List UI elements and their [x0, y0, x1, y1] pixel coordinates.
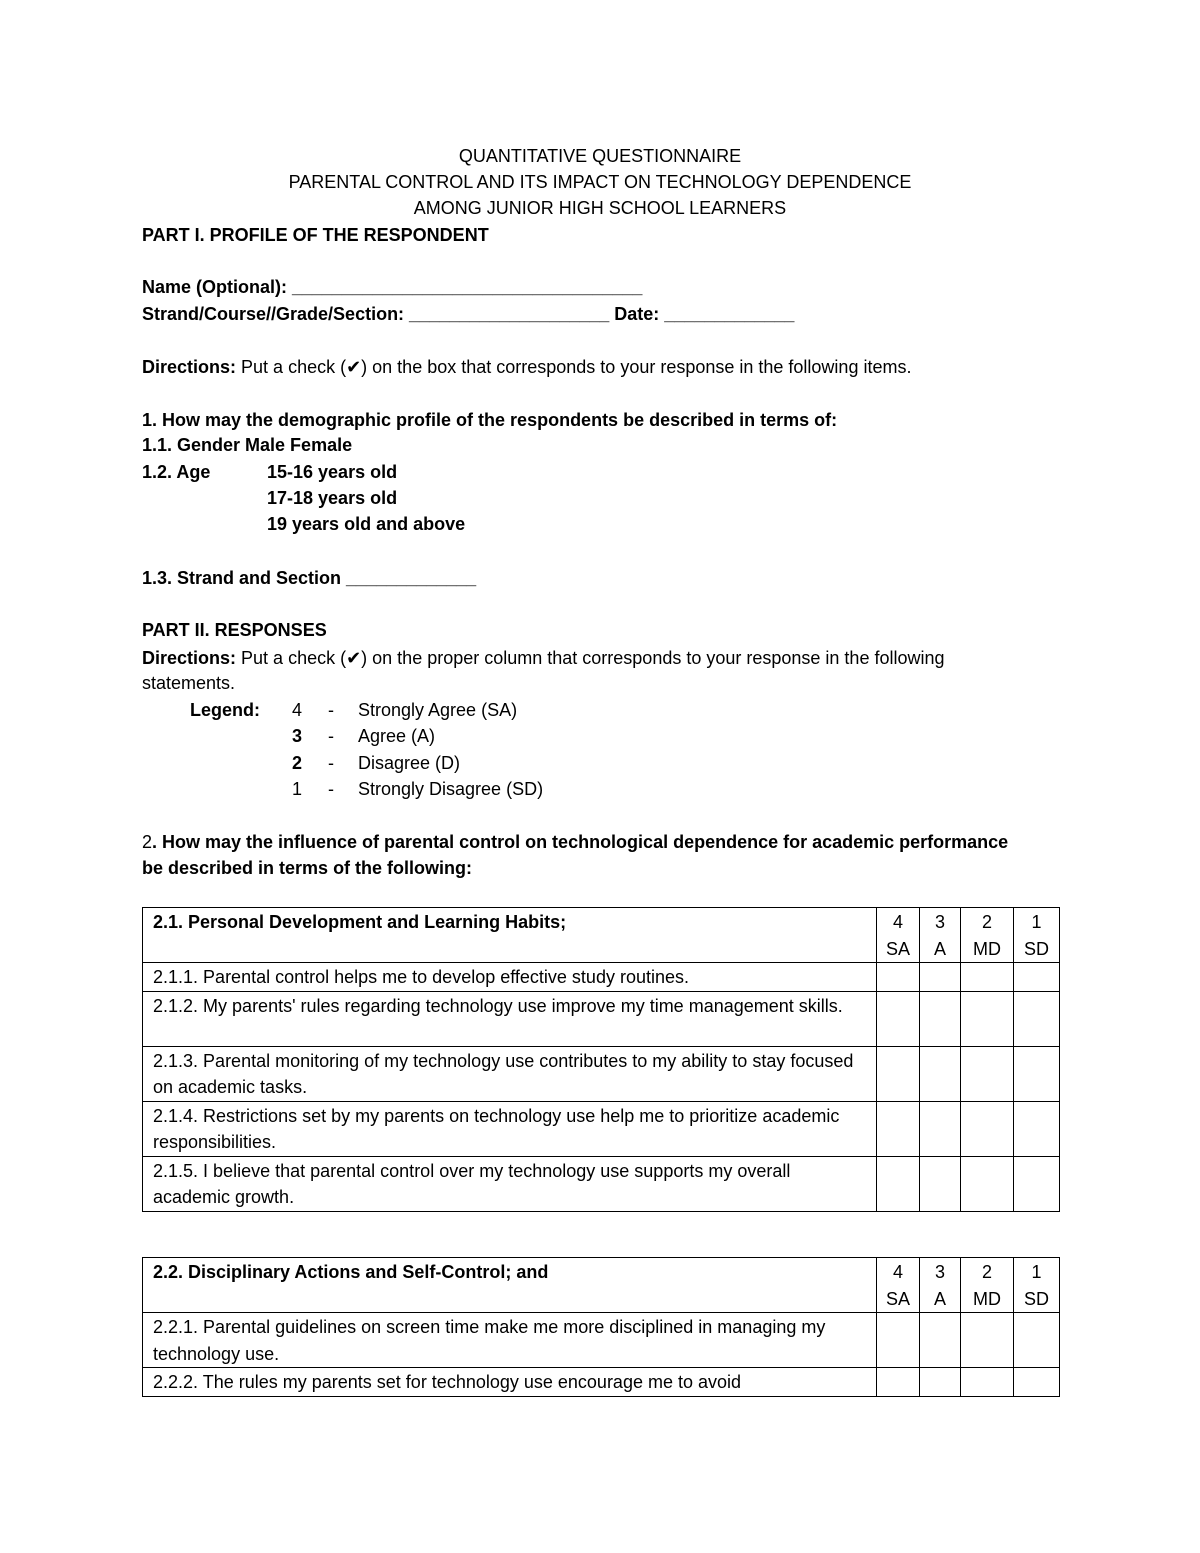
check-cell-sd[interactable] — [1014, 1368, 1060, 1397]
check-cell-sa[interactable] — [877, 1101, 920, 1156]
check-cell-sa[interactable] — [877, 1368, 920, 1397]
doc-subtitle-2: AMONG JUNIOR HIGH SCHOOL LEARNERS — [413, 198, 787, 218]
check-cell-sd[interactable] — [1014, 1101, 1060, 1156]
statement-cell: 2.1.4. Restrictions set by my parents on technology use help me to prioritize academic responsibilities. — [143, 1101, 877, 1156]
check-cell-md[interactable] — [961, 1101, 1014, 1156]
scale-header-md: 2 MD — [961, 1258, 1014, 1313]
strand-section-item: 1.3. Strand and Section _____________ — [142, 568, 477, 588]
question-2 — [142, 829, 1008, 855]
check-cell-sa[interactable] — [877, 1046, 920, 1101]
directions-label: Directions: — [142, 357, 237, 377]
part2-directions-cont: statements. — [142, 673, 236, 693]
legend-dash: - — [328, 700, 334, 720]
check-cell-sd[interactable] — [1014, 1313, 1060, 1368]
check-cell-a[interactable] — [920, 1101, 961, 1156]
check-cell-a[interactable] — [920, 963, 961, 992]
scale-header-sa: 4 SA — [877, 908, 920, 963]
statement-cell: 2.1.5. I believe that parental control over my technology use supports my overall academic growth. — [143, 1156, 877, 1211]
table-row — [143, 1101, 1060, 1156]
age-option: 15-16 years old — [267, 462, 398, 482]
gender-item: 1.1. Gender Male Female — [142, 435, 353, 455]
table-row — [143, 1368, 1060, 1397]
statement-cell: 2.2.2. The rules my parents set for technology use encourage me to avoid — [143, 1368, 877, 1397]
check-cell-md[interactable] — [961, 1368, 1014, 1397]
check-cell-md[interactable] — [961, 1156, 1014, 1211]
question-2-text: . How may the influence of parental control on technological dependence for academic performance — [152, 832, 1009, 852]
check-cell-md[interactable] — [961, 991, 1014, 1046]
check-cell-a[interactable] — [920, 1156, 961, 1211]
legend-num: 3 — [292, 726, 303, 746]
check-cell-md[interactable] — [961, 1046, 1014, 1101]
table-header-row — [143, 908, 1060, 963]
table-row — [143, 1046, 1060, 1101]
legend-dash: - — [328, 753, 334, 773]
check-cell-sa[interactable] — [877, 991, 920, 1046]
table-row — [143, 1156, 1060, 1211]
rating-table-personal-development — [142, 907, 1060, 1212]
table-row — [143, 1313, 1060, 1368]
age-label: 1.2. Age — [142, 462, 211, 482]
check-cell-sa[interactable] — [877, 963, 920, 992]
check-cell-sa[interactable] — [877, 1156, 920, 1211]
check-cell-md[interactable] — [961, 963, 1014, 992]
check-cell-sd[interactable] — [1014, 1156, 1060, 1211]
part2-title: PART II. RESPONSES — [142, 620, 327, 640]
scale-header-sd: 1 SD — [1014, 908, 1060, 963]
age-option: 19 years old and above — [267, 514, 466, 534]
rating-table-disciplinary-actions — [142, 1257, 1060, 1397]
part2-directions — [142, 645, 945, 671]
check-cell-sa[interactable] — [877, 1313, 920, 1368]
legend-dash: - — [328, 726, 334, 746]
legend-text: Strongly Disagree (SD) — [358, 779, 544, 799]
table-section-title: 2.2. Disciplinary Actions and Self-Control; and — [143, 1258, 877, 1313]
legend-label: Legend: — [190, 700, 260, 720]
table-header-row — [143, 1258, 1060, 1313]
legend-num: 2 — [292, 753, 303, 773]
scale-header-a: 3 A — [920, 1258, 961, 1313]
table-row — [143, 991, 1060, 1046]
check-cell-a[interactable] — [920, 1313, 961, 1368]
legend-num: 4 — [292, 700, 303, 720]
statement-cell: 2.2.1. Parental guidelines on screen time make me more disciplined in managing my technology use. — [143, 1313, 877, 1368]
age-option: 17-18 years old — [267, 488, 398, 508]
question-1: 1. How may the demographic profile of the respondents be described in terms of: — [142, 410, 838, 430]
directions-text: Put a check (✔) on the box that corresponds to your response in the following items. — [236, 357, 912, 377]
scale-header-sa: 4 SA — [877, 1258, 920, 1313]
legend-text: Strongly Agree (SA) — [358, 700, 518, 720]
doc-subtitle-1: PARENTAL CONTROL AND ITS IMPACT ON TECHNOLOGY DEPENDENCE — [288, 172, 912, 192]
legend-text: Agree (A) — [358, 726, 436, 746]
name-field: Name (Optional): ___________________________________ — [142, 277, 643, 297]
legend-text: Disagree (D) — [358, 753, 461, 773]
scale-header-sd: 1 SD — [1014, 1258, 1060, 1313]
statement-cell: 2.1.1. Parental control helps me to develop effective study routines. — [143, 963, 877, 992]
table-row — [143, 963, 1060, 992]
check-cell-a[interactable] — [920, 1046, 961, 1101]
statement-cell: 2.1.3. Parental monitoring of my technology use contributes to my ability to stay focused on academic tasks. — [143, 1046, 877, 1101]
part1-directions — [142, 354, 911, 380]
table-section-title: 2.1. Personal Development and Learning Habits; — [143, 908, 877, 963]
check-cell-a[interactable] — [920, 991, 961, 1046]
scale-header-md: 2 MD — [961, 908, 1014, 963]
directions-label: Directions: — [142, 648, 237, 668]
check-cell-sd[interactable] — [1014, 991, 1060, 1046]
directions-text: Put a check (✔) on the proper column that corresponds to your response in the following — [236, 648, 945, 668]
part1-title: PART I. PROFILE OF THE RESPONDENT — [142, 225, 489, 245]
check-cell-a[interactable] — [920, 1368, 961, 1397]
scale-header-a: 3 A — [920, 908, 961, 963]
question-2-number: 2 — [142, 832, 153, 852]
check-cell-sd[interactable] — [1014, 1046, 1060, 1101]
doc-title: QUANTITATIVE QUESTIONNAIRE — [458, 146, 742, 166]
statement-cell: 2.1.2. My parents' rules regarding technology use improve my time management skills. — [143, 991, 877, 1046]
strand-date-field: Strand/Course//Grade/Section: ____________________ Date: _____________ — [142, 304, 795, 324]
check-cell-sd[interactable] — [1014, 963, 1060, 992]
legend-num: 1 — [292, 779, 303, 799]
question-2-text-cont: be described in terms of the following: — [142, 858, 473, 878]
check-cell-md[interactable] — [961, 1313, 1014, 1368]
legend-dash: - — [328, 779, 334, 799]
